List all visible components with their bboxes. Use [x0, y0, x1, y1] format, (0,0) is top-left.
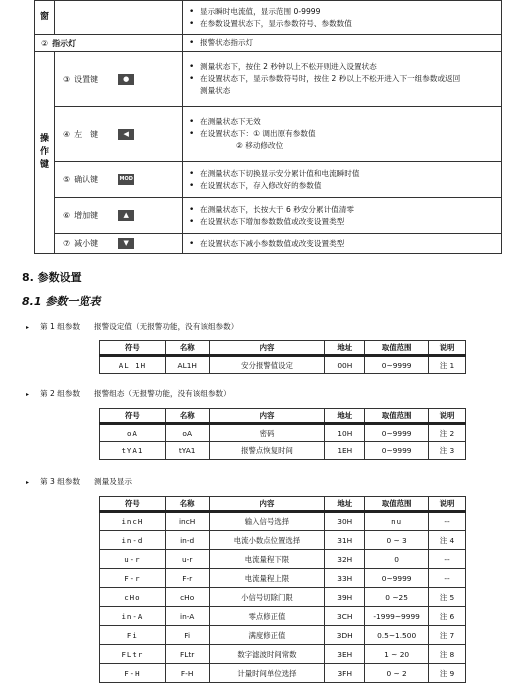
- bullet-triangle-icon: ▸: [26, 324, 30, 331]
- table-row: [100, 424, 466, 442]
- indicator-desc-cell: [183, 35, 502, 52]
- param-address: 33H: [325, 569, 365, 588]
- indicator-row: [35, 35, 502, 52]
- param-range: 0~9999: [365, 424, 429, 442]
- key-name: 确认键: [74, 175, 99, 184]
- up-arrow-icon: ▲: [118, 210, 134, 221]
- param-address: 3CH: [325, 607, 365, 626]
- display-name-cell: [55, 1, 183, 35]
- param-symbol: F-H: [100, 664, 166, 683]
- key-desc-cell: • 在测量状态下，长按大于 6 秒安分累计值清零 • 在设置状态下增加参数数值或改变设置类型: [183, 198, 502, 234]
- key-name: 增加键: [74, 211, 99, 220]
- col-header-content: 内容: [209, 497, 325, 512]
- desc-line: • 显示瞬时电流值，显示范围 0-9999: [189, 6, 321, 17]
- key-function-table: [34, 0, 502, 254]
- param-range: 0~9999: [365, 442, 429, 460]
- key-name-cell: ③ 设置键 ●: [55, 52, 183, 107]
- op-group-char: 键: [39, 160, 49, 170]
- param-note: 注 8: [429, 645, 466, 664]
- col-header-content: 内容: [209, 341, 325, 356]
- table-row: [100, 356, 466, 374]
- param-name: in-d: [165, 531, 209, 550]
- display-op-label: 窗: [39, 12, 49, 22]
- bullet-triangle-icon: ▸: [26, 391, 30, 398]
- table-header-row: [100, 409, 466, 424]
- param-content: 小信号切除门限: [209, 588, 325, 607]
- param-symbol: AL 1H: [100, 356, 166, 374]
- param-name: cHo: [165, 588, 209, 607]
- table-header-row: [100, 497, 466, 512]
- desc-line: • 在参数设置状态下，显示参数符号、参数数值: [189, 18, 352, 29]
- col-header-note: 说明: [429, 409, 466, 424]
- col-header-name: 名称: [165, 497, 209, 512]
- table-header-row: [100, 341, 466, 356]
- table-row: [100, 645, 466, 664]
- key-desc-cell: • 在设置状态下减小参数数值或改变设置类型: [183, 234, 502, 254]
- table-row: [100, 569, 466, 588]
- param-name: incH: [165, 512, 209, 531]
- col-header-content: 内容: [209, 409, 325, 424]
- param-address: 39H: [325, 588, 365, 607]
- param-range: 0.5~1.500: [365, 626, 429, 645]
- param-range: -1999~9999: [365, 607, 429, 626]
- param-address: 00H: [325, 356, 365, 374]
- key-row-mod: [35, 162, 502, 198]
- subsection-heading: 8.1 参数一览表: [22, 295, 101, 308]
- key-name: 左 键: [74, 129, 99, 139]
- param-address: 30H: [325, 512, 365, 531]
- param-symbol: oA: [100, 424, 166, 442]
- col-header-symbol: 符号: [100, 409, 166, 424]
- param-name: AL1H: [165, 356, 209, 374]
- param-symbol: tYA1: [100, 442, 166, 460]
- param-address: 31H: [325, 531, 365, 550]
- group-title: ▸ 第 1 组参数 报警设定值（无报警功能，没有该组参数）: [26, 322, 239, 331]
- param-range: 0: [365, 550, 429, 569]
- param-address: 1EH: [325, 442, 365, 460]
- param-note: 注 1: [429, 356, 466, 374]
- param-note: 注 5: [429, 588, 466, 607]
- param-symbol: Fi: [100, 626, 166, 645]
- col-header-range: 取值范围: [365, 409, 429, 424]
- col-header-address: 地址: [325, 341, 365, 356]
- indicator-num: ②: [41, 38, 49, 48]
- op-group-char: 作: [39, 147, 49, 157]
- key-desc-cell: • 在测量状态下切换显示安分累计值和电流瞬时值 • 在设置状态下，存入修改好的参数值: [183, 162, 502, 198]
- col-header-range: 取值范围: [365, 341, 429, 356]
- param-name: u-r: [165, 550, 209, 569]
- param-symbol: incH: [100, 512, 166, 531]
- param-name: FLtr: [165, 645, 209, 664]
- param-note: 注 3: [429, 442, 466, 460]
- col-header-note: 说明: [429, 497, 466, 512]
- col-header-symbol: 符号: [100, 497, 166, 512]
- key-name: 设置键: [74, 74, 99, 84]
- key-name: 减小键: [74, 239, 99, 248]
- param-range: 0 ~ 3: [365, 531, 429, 550]
- mod-key-icon: MOD: [118, 174, 134, 185]
- key-row-up: [35, 198, 502, 234]
- param-range: 0 ~25: [365, 588, 429, 607]
- param-content: 电流量程上限: [209, 569, 325, 588]
- param-range: 1 ~ 20: [365, 645, 429, 664]
- indicator-label: 指示灯: [52, 38, 77, 48]
- param-symbol: u-r: [100, 550, 166, 569]
- section-heading: 8. 参数设置: [22, 271, 82, 284]
- col-header-note: 说明: [429, 341, 466, 356]
- param-content: 密码: [209, 424, 325, 442]
- param-name: F-H: [165, 664, 209, 683]
- key-name-cell: ④ 左 键 ◀: [55, 107, 183, 162]
- param-note: --: [429, 550, 466, 569]
- bullet-triangle-icon: ▸: [26, 479, 30, 486]
- table-row: [100, 607, 466, 626]
- key-name-cell: ⑤ 确认键 MOD: [55, 162, 183, 198]
- param-name: Fi: [165, 626, 209, 645]
- param-name: oA: [165, 424, 209, 442]
- param-content: 零点修正值: [209, 607, 325, 626]
- param-note: --: [429, 569, 466, 588]
- param-table-group-2: [99, 408, 466, 460]
- param-range: 0~9999: [365, 569, 429, 588]
- table-row: [100, 442, 466, 460]
- param-content: 电流小数点位置选择: [209, 531, 325, 550]
- desc-line: • 报警状态指示灯: [189, 38, 254, 48]
- param-table-group-3: [99, 496, 466, 683]
- param-name: F-r: [165, 569, 209, 588]
- param-note: 注 4: [429, 531, 466, 550]
- param-note: 注 7: [429, 626, 466, 645]
- col-header-symbol: 符号: [100, 341, 166, 356]
- group-title: ▸ 第 2 组参数 报警组态（无报警功能，没有该组参数）: [26, 389, 231, 398]
- key-row-left: [35, 107, 502, 162]
- display-desc-cell: [183, 1, 502, 35]
- table-row: [100, 531, 466, 550]
- op-group-char: 操: [39, 134, 49, 144]
- param-content: 电流量程下限: [209, 550, 325, 569]
- param-address: 3EH: [325, 645, 365, 664]
- dot-icon: ●: [118, 74, 134, 85]
- param-content: 报警点恢复时间: [209, 442, 325, 460]
- col-header-range: 取值范围: [365, 497, 429, 512]
- param-range: 0 ~ 2: [365, 664, 429, 683]
- table-row: [100, 588, 466, 607]
- param-address: 3FH: [325, 664, 365, 683]
- param-symbol: cHo: [100, 588, 166, 607]
- param-symbol: in-d: [100, 531, 166, 550]
- param-range: nu: [365, 512, 429, 531]
- param-address: 3DH: [325, 626, 365, 645]
- group-title: ▸ 第 3 组参数 测量及显示: [26, 477, 133, 486]
- key-desc-cell: • 在测量状态下无效 • 在设置状态下：① 调出原有参数值 ② 移动修改位: [183, 107, 502, 162]
- param-note: 注 9: [429, 664, 466, 683]
- key-row-set: [35, 52, 502, 107]
- param-table-group-1: [99, 340, 466, 374]
- table-row: [100, 550, 466, 569]
- param-address: 10H: [325, 424, 365, 442]
- key-row-down: [35, 234, 502, 254]
- param-note: --: [429, 512, 466, 531]
- key-desc-cell: • 测量状态下，按住 2 秒钟以上不松开则进入设置状态 • 在设置状态下，显示参数符号时，按住 2 秒以上不松开进入下一组参数或返回 测量状态: [183, 52, 502, 107]
- col-header-name: 名称: [165, 409, 209, 424]
- param-content: 输入信号选择: [209, 512, 325, 531]
- param-address: 32H: [325, 550, 365, 569]
- table-row: [100, 664, 466, 683]
- col-header-address: 地址: [325, 497, 365, 512]
- display-op-cell: [35, 1, 55, 35]
- param-content: 满度修正值: [209, 626, 325, 645]
- key-name-cell: ⑦ 减小键 ▼: [55, 234, 183, 254]
- table-row: [100, 512, 466, 531]
- col-header-address: 地址: [325, 409, 365, 424]
- down-arrow-icon: ▼: [118, 238, 134, 249]
- col-header-name: 名称: [165, 341, 209, 356]
- key-name-cell: ⑥ 增加键 ▲: [55, 198, 183, 234]
- indicator-name-cell: [35, 35, 183, 52]
- param-content: 安分报警值设定: [209, 356, 325, 374]
- left-arrow-icon: ◀: [118, 129, 134, 140]
- param-symbol: in-A: [100, 607, 166, 626]
- param-content: 数字滤波时间常数: [209, 645, 325, 664]
- param-content: 计量时间单位选择: [209, 664, 325, 683]
- param-name: in-A: [165, 607, 209, 626]
- param-note: 注 2: [429, 424, 466, 442]
- table-row: [100, 626, 466, 645]
- param-note: 注 6: [429, 607, 466, 626]
- param-range: 0~9999: [365, 356, 429, 374]
- param-symbol: F-r: [100, 569, 166, 588]
- op-keys-group-cell: [35, 52, 55, 254]
- display-row: [35, 1, 502, 35]
- param-symbol: FLtr: [100, 645, 166, 664]
- param-name: tYA1: [165, 442, 209, 460]
